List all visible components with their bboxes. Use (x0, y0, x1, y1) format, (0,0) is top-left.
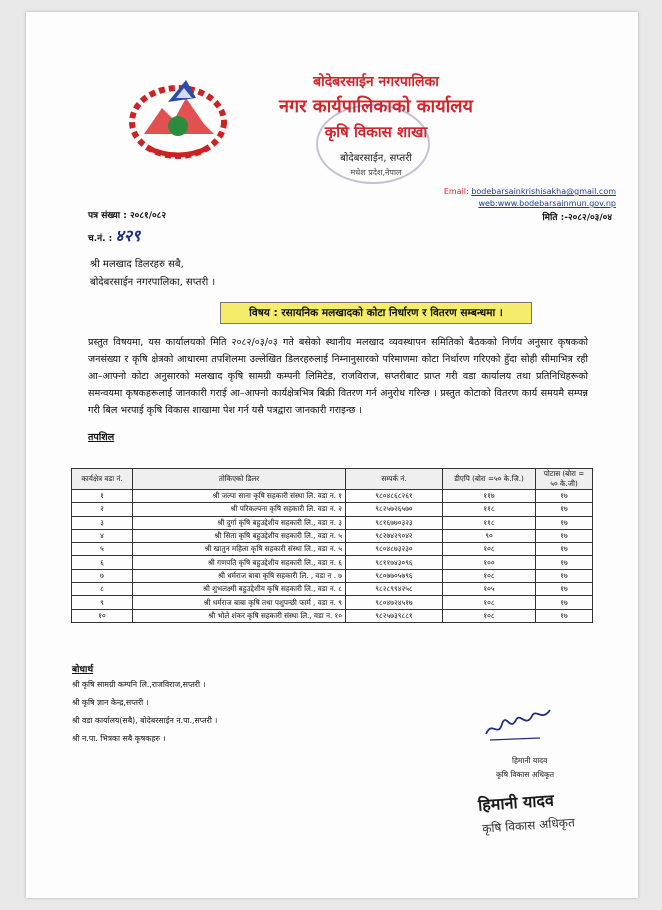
email-link[interactable]: bodebarsainkrishisakha@gmail.com (471, 187, 616, 196)
potash-cell: १७ (536, 516, 593, 529)
date-value: -२०८२/०३/०४ (564, 213, 612, 223)
email-label: Email: (443, 187, 469, 196)
potash-cell: १७ (536, 556, 593, 569)
dap-cell: ९० (443, 529, 536, 542)
potash-cell: १७ (536, 596, 593, 609)
col-ward: कार्यक्षेत्र वडा नं. (72, 469, 133, 490)
ward-cell: ५ (72, 543, 133, 556)
dap-cell: ११८ (443, 516, 536, 529)
date-label: मिति : (542, 213, 565, 223)
name-stamp: हिमानी यादव (477, 790, 555, 815)
patra-sankhya (88, 208, 166, 221)
signature-scribble-icon (480, 698, 560, 748)
contact-cell: ९८२७४२९०४२ (346, 529, 443, 542)
table-header-row (72, 469, 593, 490)
ward-cell: ९ (72, 596, 133, 609)
potash-cell: १७ (536, 609, 593, 622)
potash-cell: १७ (536, 490, 593, 503)
col-contact: सम्पर्क नं. (346, 469, 443, 490)
table-row (72, 516, 593, 529)
ward-cell: ७ (72, 569, 133, 582)
cc-item: श्री कृषि सामग्री कम्पनि लि.,राजविराज,सप्तरी । (72, 680, 206, 689)
letter-body: प्रस्तुत विषयमा, यस कार्यालयको मिति २०८२/०३/०३ गते बसेको स्थानीय मलखाद व्यवस्थापन समितिको बैठकको निर्णय अनुसार कृषकको जनसंख्या र कृषि क्षेत्रको आधारमा तपशिलमा उल्लेखित डिलरहरुलाई निम्नानुसारको परिमाणमा कोटा निर्धारण गरिएको हुँदा सोही सीमाभित्र रही आ–आफ्नो कोटा अनुसारको मलखाद कृषि सामग्री कम्पनी लिमिटेड, राजविराज, सप्तरीबाट प्राप्त गरी वडा कार्यालय तथा प्रतिनिधिहरूको समन्वयमा कृषकहरूलाई जानकारी गराई आ–आफ्नो कार्यक्षेत्रभित्र बिक्री वितरण गर्न अनुरोध गरिन्छ । प्रस्तुत कोटाको वितरण कार्य समयमै सम्पन्न गरी बिल भरपाई कृषि विकास शाखामा पेश गर्न यसै पत्रद्वारा जानकारी गराइन्छ । (88, 337, 588, 416)
table-row (72, 503, 593, 516)
potash-cell: १७ (536, 543, 593, 556)
contact-cell: ९८०४८७३२३० (346, 543, 443, 556)
patra-label: पत्र संख्या : (88, 211, 127, 221)
post-stamp: कृषि विकास अधिकृत (481, 815, 576, 836)
office-location: बोदेबरसाईन, सप्तरी (340, 153, 412, 164)
cc-item: श्री वडा कार्यालय(सबै), बोदेबरसाईन न.पा.,सप्तरी । (72, 716, 218, 725)
contact-cell: ९८०४८६८२६१ (346, 490, 443, 503)
office-name: नगर कार्यपालिकाको कार्यालय (279, 96, 473, 117)
dap-cell: ११७ (443, 490, 536, 503)
contact-cell: ९८२८९९४२५८ (346, 583, 443, 596)
potash-cell: १७ (536, 569, 593, 582)
website-link[interactable]: web:www.bodebarsainmun.gov.np (478, 199, 616, 208)
dealer-cell: श्री दुर्गा कृषि बहुउद्देशीय सहकारी लि., वडा न. ३ (133, 516, 346, 529)
chalani-number (88, 224, 140, 246)
addressee-line-2: बोदेबरसाईन नगरपालिका, सप्तरी । (90, 277, 216, 288)
government-emblem-icon (124, 68, 232, 164)
contact-block (444, 186, 616, 210)
table-row (72, 556, 593, 569)
dap-cell: १०५ (443, 583, 536, 596)
potash-cell: १७ (536, 583, 593, 596)
table-row (72, 569, 593, 582)
table-row (72, 543, 593, 556)
letter-date (542, 210, 612, 223)
contact-cell: ९८१६७७०३२३ (346, 516, 443, 529)
dap-cell: १०८ (443, 569, 536, 582)
cc-heading: बोधार्थ (72, 665, 94, 675)
table-row (72, 609, 593, 622)
signatory-post: कृषि विकास अधिकृत (496, 770, 555, 779)
branch-name: कृषि विकास शाखा (324, 123, 428, 141)
col-potash: पोटास (बोरा = ५० के.जी) (536, 469, 593, 490)
dealer-cell: श्री खातुन महिला कृषि सहकारी संस्था लि., वडा न. ५ (133, 543, 346, 556)
dap-cell: १०८ (443, 596, 536, 609)
ward-cell: ६ (72, 556, 133, 569)
cc-item: श्री न.पा. भित्रका सबै कृषकहरु । (72, 734, 166, 743)
ward-cell: ४ (72, 529, 133, 542)
contact-cell: ९८०४७२४५१७ (346, 596, 443, 609)
dealer-cell: श्री सिता कृषि बहुउद्देशीय सहकारी लि., वडा न. ५ (133, 529, 346, 542)
signatory-name: हिमानी यादव (512, 756, 548, 765)
quota-table (71, 468, 593, 623)
col-dap: डीएपि (बोरा =५० के.जि.) (443, 469, 536, 490)
table-row (72, 583, 593, 596)
table-row (72, 529, 593, 542)
letter-subject: विषय : रसायनिक मलखादको कोटा निर्धारण र वितरण सम्बन्धमा । (220, 302, 532, 324)
ward-cell: १ (72, 490, 133, 503)
table-row (72, 490, 593, 503)
dealer-cell: श्री धर्मराज बाबा कृषि तथा पशुपन्छी फार्म , वडा न. ९ (133, 596, 346, 609)
dealer-cell: श्री भोले शंकर कृषि सहकारी संस्था लि., वडा न. १० (133, 609, 346, 622)
dealer-cell: श्री गणपति कृषि बहुउद्देशीय सहकारी लि., वडा न. ६ (133, 556, 346, 569)
dap-cell: १०८ (443, 543, 536, 556)
dealer-cell: श्री धर्मराज बाबा कृषि सहकारी लि. , वडा न . ७ (133, 569, 346, 582)
ward-cell: ८ (72, 583, 133, 596)
dealer-cell: श्री परिकल्पना कृषि सहकारी लि. वडा न. २ (133, 503, 346, 516)
dap-cell: १०८ (443, 609, 536, 622)
table-row (72, 596, 593, 609)
contact-cell: ९८२५७३९८८१ (346, 609, 443, 622)
cc-item: श्री कृषि ज्ञान केन्द्र,सप्तरी । (72, 698, 149, 707)
municipality-name: बोदेबरसाईन नगरपालिका (313, 74, 439, 90)
letter-page (26, 12, 638, 898)
potash-cell: १७ (536, 503, 593, 516)
ward-cell: ३ (72, 516, 133, 529)
addressee-line-1: श्री मलखाद डिलरहरु सबै, (90, 259, 184, 270)
dap-cell: ११८ (443, 503, 536, 516)
chalani-value: ४२९ (115, 226, 141, 245)
ward-cell: १० (72, 609, 133, 622)
chalani-label: च.नं. : (88, 234, 113, 244)
patra-value: २०८१/०८२ (130, 211, 167, 221)
contact-cell: ९८११७४३०९६ (346, 556, 443, 569)
contact-cell: ९८०७७०५७९६ (346, 569, 443, 582)
ward-cell: २ (72, 503, 133, 516)
tapasil-heading: तपशिल (88, 432, 115, 443)
potash-cell: १७ (536, 529, 593, 542)
dealer-cell: श्री जल्पा साना कृषि सहकारी संस्था लि. वडा न. १ (133, 490, 346, 503)
province-name: मधेश प्रदेश,नेपाल (350, 168, 402, 177)
col-dealer: तोकिएको डिलर (133, 469, 346, 490)
dap-cell: १०० (443, 556, 536, 569)
dealer-cell: श्री शुभलक्ष्मी बहुउद्देशीय कृषि सहकारी लि., वडा न. ८ (133, 583, 346, 596)
contact-cell: ९८२५७२६५७० (346, 503, 443, 516)
